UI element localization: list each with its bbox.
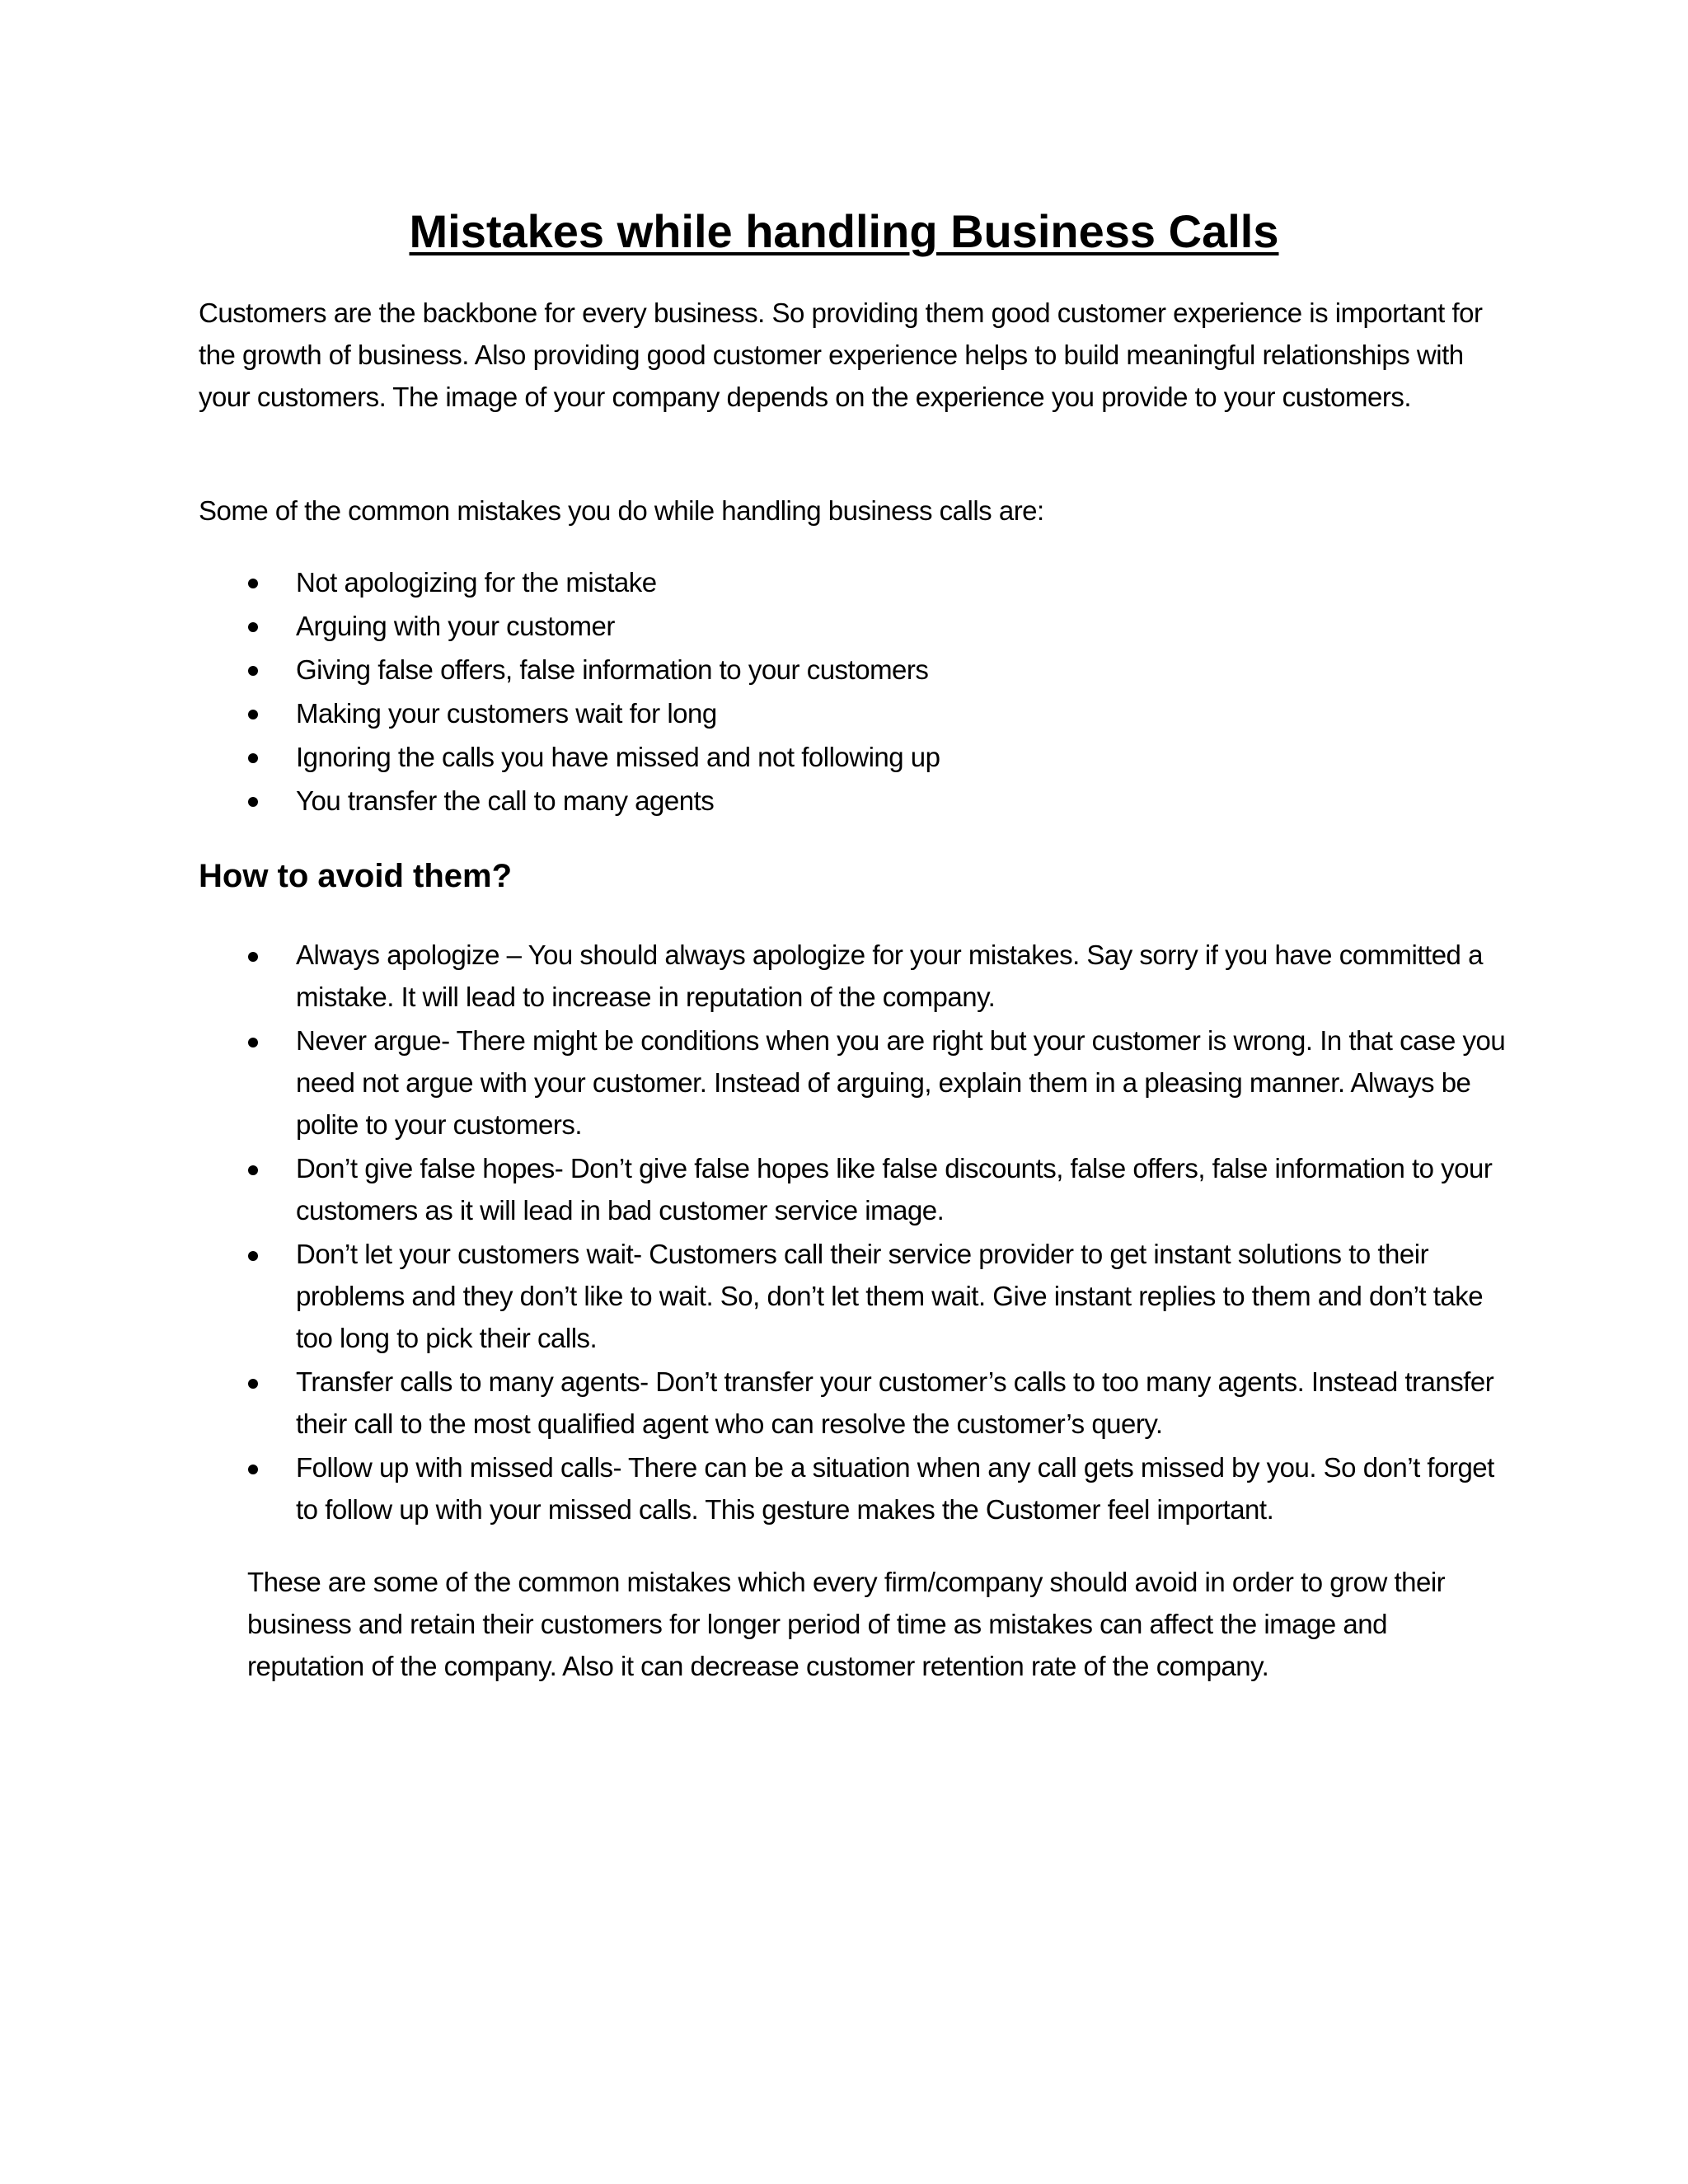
list-item-text: Not apologizing for the mistake [296, 567, 657, 598]
list-item-text: Giving false offers, false information to your customers [296, 654, 929, 685]
list-item-text: Don’t let your customers wait- Customers call their service provider to get instant solutions to their problems and they don’t like to wait. So, don’t let them wait. Give instant replies to them and don’t take too long to pick their calls. [296, 1239, 1484, 1353]
list-item-text: Ignoring the calls you have missed and not following up [296, 742, 940, 772]
bullet-icon [248, 753, 258, 763]
list-item-text: You transfer the call to many agents [296, 785, 715, 816]
bullet-icon [248, 1379, 258, 1389]
bullet-icon [248, 666, 258, 676]
list-item [199, 1233, 1509, 1359]
list-item-text: Never argue- There might be conditions when you are right but your customer is wrong. In that case you need not argue with your customer. Instead of arguing, explain them in a pleasing manner. Always be polite to your customers. [296, 1025, 1506, 1140]
bullet-icon [248, 579, 258, 588]
list-item [199, 1361, 1509, 1445]
list-item-text: Follow up with missed calls- There can be a situation when any call gets missed by you. So don’t forget to follow up with your missed calls. This gesture makes the Customer feel important. [296, 1452, 1494, 1525]
tips-list [199, 934, 1509, 1532]
list-item [199, 779, 1501, 823]
list-item [199, 934, 1509, 1018]
bullet-icon [248, 952, 258, 962]
bullet-icon [248, 1251, 258, 1261]
mistakes-lead-paragraph: Some of the common mistakes you do while handling business calls are: [199, 495, 1044, 526]
closing-paragraph: These are some of the common mistakes which every firm/company should avoid in order to grow their business and retain their customers for longer period of time as mistakes can affect the image and reputation of the company. Also it can decrease customer retention rate of the company. [247, 1567, 1446, 1681]
bullet-icon [248, 1165, 258, 1175]
list-item [199, 691, 1501, 735]
document-title: Mistakes while handling Business Calls [409, 205, 1279, 257]
list-item-text: Arguing with your customer [296, 611, 615, 641]
list-item [199, 1019, 1509, 1146]
list-item-text: Don’t give false hopes- Don’t give false hopes like false discounts, false offers, false information to your customers as it will lead in bad customer service image. [296, 1153, 1493, 1226]
list-item [199, 735, 1501, 779]
bullet-icon [248, 1038, 258, 1047]
list-item [199, 604, 1501, 648]
list-item-text: Transfer calls to many agents- Don’t transfer your customer’s calls to too many agents. Instead transfer their call to the most qualified agent who can resolve the customer’s query. [296, 1366, 1494, 1439]
mistakes-list [199, 560, 1501, 823]
section-heading: How to avoid them? [199, 858, 512, 894]
list-item [199, 560, 1501, 604]
list-item [199, 1446, 1509, 1530]
intro-paragraph: Customers are the backbone for every business. So providing them good customer experience is important for the growth of business. Also providing good customer experience helps to build meaningful relationships with your customers. The image of your company depends on the experience you provide to your customers. [199, 298, 1483, 412]
bullet-icon [248, 622, 258, 632]
bullet-icon [248, 710, 258, 719]
list-item-text: Always apologize – You should always apologize for your mistakes. Say sorry if you have committed a mistake. It will lead to increase in reputation of the company. [296, 940, 1483, 1012]
bullet-icon [248, 1465, 258, 1474]
list-item-text: Making your customers wait for long [296, 698, 717, 729]
bullet-icon [248, 797, 258, 807]
list-item [199, 648, 1501, 691]
list-item [199, 1147, 1509, 1231]
